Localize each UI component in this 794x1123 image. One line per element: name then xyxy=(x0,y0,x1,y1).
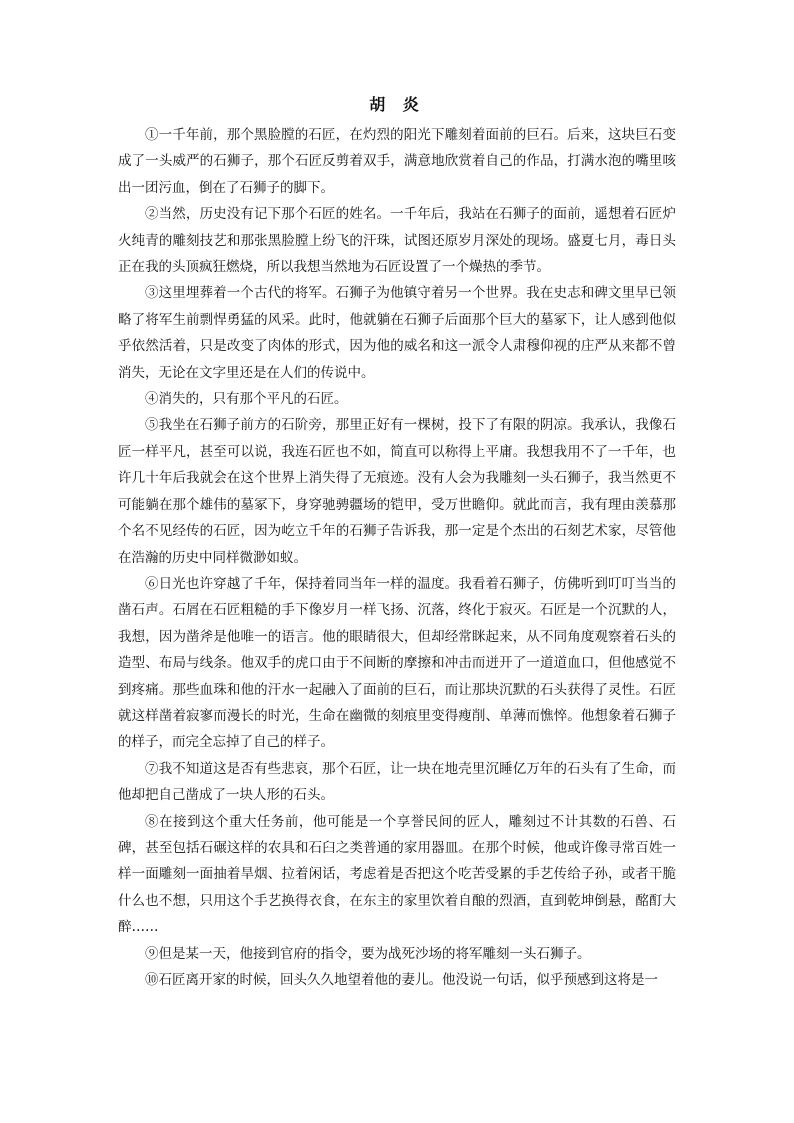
paragraph-10: ⑩石匠离开家的时候，回头久久地望着他的妻儿。他没说一句话，似乎预感到这将是一 xyxy=(145,972,658,988)
paragraph-3: ③这里埋葬着一个古代的将军。石狮子为他镇守着另一个世界。我在史志和碑文里早已领略了将军生前剽悍勇猛的风采。此时，他就躺在石狮子后面那个巨大的墓冢下，让人感到他似乎依然活着，只是改变了肉体的形式，因为他的威名和这一派令人肃穆仰视的庄严从来都不曾消失，无论在文字里还是在人们的传说中。 xyxy=(118,285,676,381)
paragraph-5: ⑤我坐在石狮子前方的石阶旁，那里正好有一棵树，投下了有限的阴凉。我承认，我像石匠一样平凡，甚至可以说，我连石匠也不如，简直可以称得上平庸。我想我用不了一千年，也许几十年后我就会在这个世界上消失得了无痕迹。没有人会为我雕刻一头石狮子，我当然更不可能躺在那个雄伟的墓冢下，身穿驰骋疆场的铠甲，受万世瞻仰。就此而言，我有理由羡慕那个名不见经传的石匠，因为屹立千年的石狮子告诉我，那一定是个杰出的石刻艺术家，尽管他在浩瀚的历史中同样微渺如蚁。 xyxy=(118,417,676,566)
paragraph-7: ⑦我不知道这是否有些悲哀，那个石匠，让一块在地壳里沉睡亿万年的石头有了生命，而他却把自己凿成了一块人形的石头。 xyxy=(118,760,676,804)
paragraph-9: ⑨但是某一天，他接到官府的指令，要为战死沙场的将军雕刻一头石狮子。 xyxy=(145,945,591,962)
paragraph-4: ④消失的，只有那个平凡的石匠。 xyxy=(145,391,348,408)
paragraph-2: ②当然，历史没有记下那个石匠的姓名。一千年后，我站在石狮子的面前，遥想着石匠炉火纯青的雕刻技艺和那张黑脸膛上纷飞的汗珠，试图还原岁月深处的现场。盛夏七月，毒日头正在我的头顶疯狂燃烧，所以我想当然地为石匠设置了一个燥热的季节。 xyxy=(118,206,676,276)
page-title: 胡 炎 xyxy=(369,95,425,114)
paragraph-8: ⑧在接到这个重大任务前，他可能是一个享誉民间的匠人，雕刻过不计其数的石兽、石碑，甚至包括石碾这样的农具和石臼之类普通的家用器皿。在那个时候，他或许像寻常百姓一样一面雕刻一面抽着旱烟、拉着闲话，考虑着是否把这个吃苦受累的手艺传给子孙，或者干脆什么也不想，只用这个手艺换得衣食，在东主的家里饮着自酿的烈酒，直到乾坤倒悬，酩酊大醉…… xyxy=(118,813,676,936)
paragraph-1: ①一千年前，那个黑脸膛的石匠，在灼烈的阳光下雕刻着面前的巨石。后来，这块巨石变成了一头威严的石狮子，那个石匠反剪着双手，满意地欣赏着自己的作品，打满水泡的嘴里咳出一团污血，倒在了石狮子的脚下。 xyxy=(118,127,676,196)
paragraph-6: ⑥日光也许穿越了千年，保持着同当年一样的温度。我看着石狮子，仿佛听到叮叮当当的凿石声。石屑在石匠粗糙的手下像岁月一样飞扬、沉落，终化于寂灭。石匠是一个沉默的人，我想，因为凿斧是他唯一的语言。他的眼睛很大，但却经常眯起来，从不同角度观察着石头的造型、布局与线条。他双手的虎口由于不间断的摩擦和冲击而迸开了一道道血口，但他感觉不到疼痛。那些血珠和他的汗水一起融入了面前的巨石，而让那块沉默的石头获得了灵性。石匠就这样凿着寂寥而漫长的时光，生命在幽微的刻痕里变得瘦削、单薄而憔悴。他想象着石狮子的样子，而完全忘掉了自己的样子。 xyxy=(118,575,676,751)
